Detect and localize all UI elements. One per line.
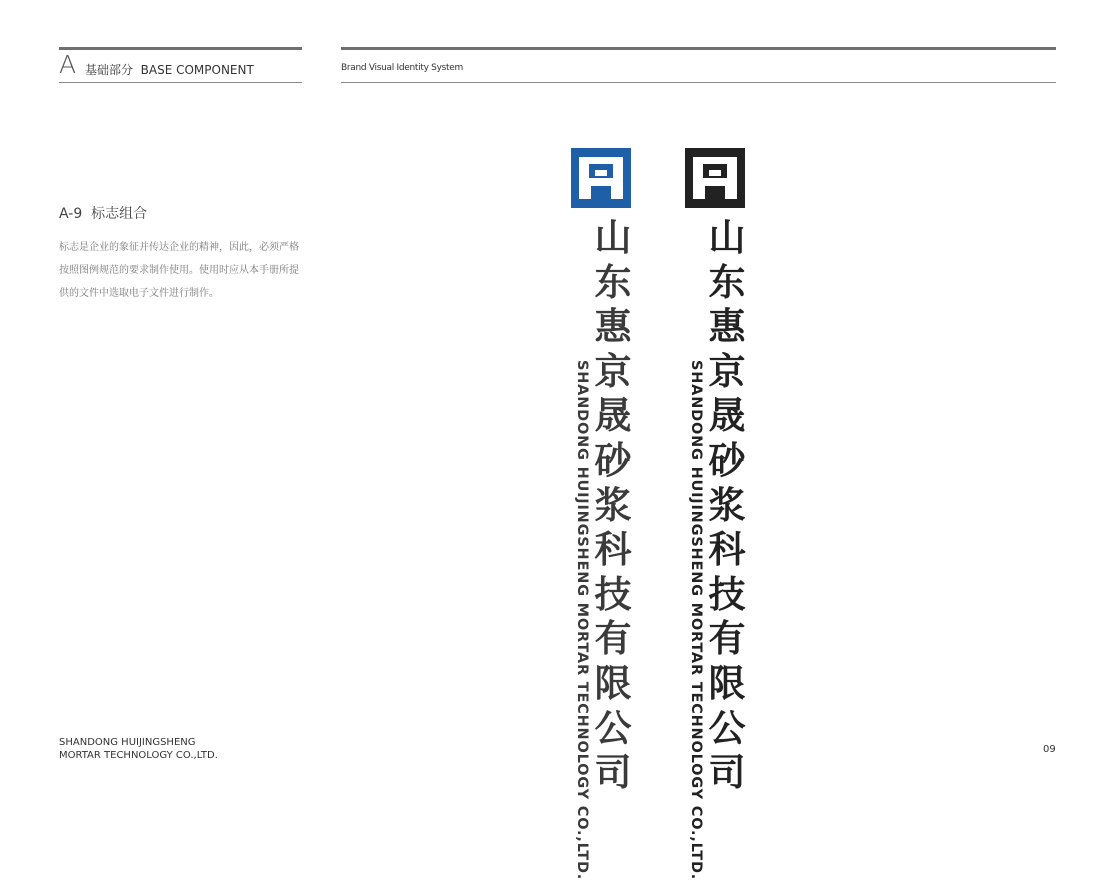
- item-description: 标志是企业的象征并传达企业的精神，因此，必须严格按照图例规范的要求制作使用。使用时应从本手册所提供的文件中选取电子文件进行制作。: [59, 242, 299, 299]
- cn-char: 惠: [594, 305, 632, 349]
- cn-char: 公: [594, 706, 632, 750]
- header-rule-left-top: [59, 47, 302, 50]
- footer-company-name: [59, 736, 218, 762]
- logo-vertical-color: [571, 148, 632, 880]
- cn-char: 惠: [708, 305, 746, 349]
- cn-char: 东: [708, 260, 746, 304]
- cn-char: 有: [594, 617, 632, 661]
- cn-char: 山: [708, 216, 746, 259]
- section-title: 基础部分 BASE COMPONENT: [85, 63, 254, 77]
- cn-char: 浆: [708, 483, 746, 527]
- header-rule-right-bottom: [341, 82, 1056, 83]
- footer-company-line2: MORTAR TECHNOLOGY CO.,LTD.: [59, 750, 218, 761]
- logo-company-name-en: SHANDONG HUIJINGSHENG MORTAR TECHNOLOGY CO.,LTD.: [574, 360, 590, 880]
- cn-char: 司: [708, 751, 746, 795]
- cn-char: 科: [708, 528, 746, 572]
- header-rule-left-bottom: [59, 82, 302, 83]
- cn-char: 京: [594, 349, 632, 393]
- cn-char: 砂: [708, 438, 746, 482]
- cn-char: 东: [594, 260, 632, 304]
- item-title: A-9 标志组合: [59, 206, 148, 222]
- cn-char: 限: [594, 661, 632, 705]
- logo-vertical-black: [685, 148, 746, 880]
- logo-company-name-cn: [593, 216, 633, 796]
- logo-company-name-en: SHANDONG HUIJINGSHENG MORTAR TECHNOLOGY CO.,LTD.: [688, 360, 704, 880]
- cn-char: 晟: [708, 394, 746, 438]
- footer-company-line1: SHANDONG HUIJINGSHENG: [59, 737, 196, 748]
- logo-company-name-cn: [707, 216, 747, 796]
- header-rule-right-top: [341, 47, 1056, 50]
- page-number: 09: [1043, 744, 1056, 755]
- cn-char: 科: [594, 528, 632, 572]
- cn-char: 浆: [594, 483, 632, 527]
- cn-char: 技: [708, 572, 746, 616]
- logo-mark-icon: [571, 148, 631, 208]
- system-title: Brand Visual Identity System: [341, 63, 463, 73]
- cn-char: 公: [708, 706, 746, 750]
- cn-char: 限: [708, 661, 746, 705]
- cn-char: 砂: [594, 438, 632, 482]
- logo-mark-icon: [685, 148, 745, 208]
- cn-char: 司: [594, 751, 632, 795]
- cn-char: 晟: [594, 394, 632, 438]
- cn-char: 技: [594, 572, 632, 616]
- cn-char: 有: [708, 617, 746, 661]
- cn-char: 山: [594, 216, 632, 259]
- cn-char: 京: [708, 349, 746, 393]
- section-letter: A: [59, 50, 77, 79]
